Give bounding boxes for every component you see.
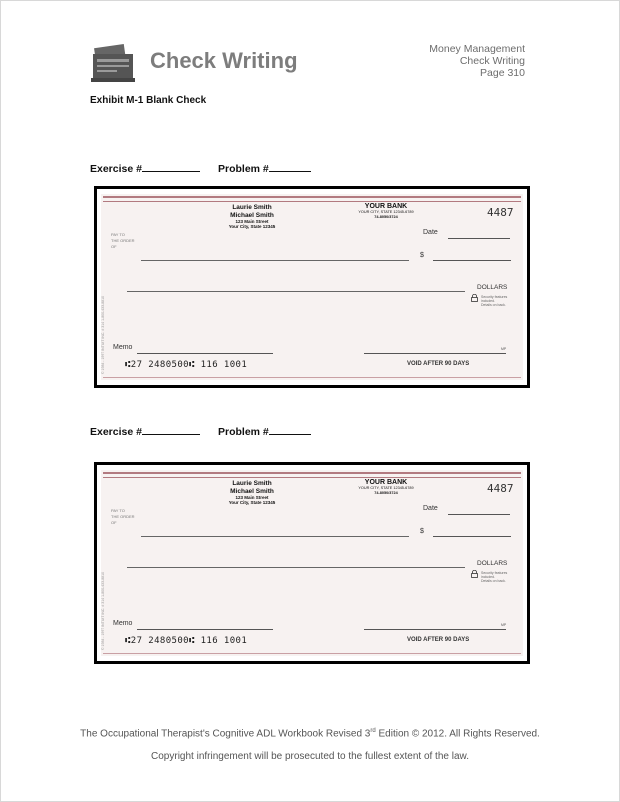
holder-city: Your City, State 12345: [228, 224, 276, 229]
dollar-sign: $: [420, 252, 424, 259]
security-line: Security features: [481, 571, 508, 575]
payee-line[interactable]: [141, 260, 409, 261]
pay-to-line: PAY TO: [111, 508, 125, 513]
exercise-row: [90, 425, 269, 438]
security-line: included.: [481, 575, 496, 579]
pay-to-label: [111, 232, 135, 250]
footer-text-a: The Occupational Therapist's Cognitive ADL Workbook Revised 3: [80, 728, 371, 740]
dollars-label: DOLLARS: [477, 284, 508, 291]
problem-label: Problem #: [218, 426, 269, 438]
side-print: © 1984 - 1997 INTUIT INC. # 314 1-800-433-8810: [101, 295, 105, 374]
amount-words-line[interactable]: [127, 567, 465, 568]
bank-name: YOUR BANK: [364, 203, 408, 210]
holder-street: 123 Main Street: [235, 495, 269, 500]
bank-city: YOUR CITY, STATE 12345-6789: [358, 486, 414, 490]
holder-name-1: Laurie Smith: [232, 480, 272, 487]
lock-icon: [471, 294, 478, 302]
bank-routing: 74-8050/3724: [374, 490, 398, 495]
security-note: [481, 571, 507, 583]
signature-line[interactable]: [364, 353, 506, 354]
header-page: Page 310: [480, 67, 525, 79]
check-band: [103, 377, 521, 378]
micr-line: ⑆27 2480500⑆ 116 1001: [125, 360, 248, 370]
pay-to-line: THE ORDER: [111, 514, 135, 519]
holder-name-2: Michael Smith: [230, 211, 274, 219]
date-label: Date: [423, 505, 438, 512]
amount-line[interactable]: [433, 260, 511, 261]
mp-mark: MP: [501, 623, 507, 627]
footer-text-b: Edition © 2012. All Rights Reserved.: [375, 728, 540, 740]
signature-line[interactable]: [364, 629, 506, 630]
holder-name-2: Michael Smith: [230, 487, 274, 495]
dollar-sign: $: [420, 528, 424, 535]
date-line[interactable]: [448, 514, 510, 515]
memo-label: Memo: [113, 344, 133, 351]
account-holder: [207, 480, 297, 505]
bank-routing: 74-8050/3724: [374, 214, 398, 219]
pay-to-line: PAY TO: [111, 232, 125, 237]
amount-line[interactable]: [433, 536, 511, 537]
security-note: [481, 295, 507, 307]
blank-check: [94, 462, 530, 664]
side-print: © 1984 - 1997 INTUIT INC. # 314 1-800-433-8810: [101, 571, 105, 650]
exhibit-label: Exhibit M-1 Blank Check: [90, 95, 207, 106]
void-notice: VOID AFTER 90 DAYS: [407, 361, 470, 367]
exercise-row: [90, 162, 269, 175]
void-notice: VOID AFTER 90 DAYS: [407, 637, 470, 643]
check-band: [103, 477, 521, 478]
bank-name: YOUR BANK: [364, 479, 408, 486]
security-line: Details on back.: [481, 303, 506, 307]
date-line[interactable]: [448, 238, 510, 239]
holder-street: 123 Main Street: [235, 219, 269, 224]
check-number: 4487: [487, 206, 514, 219]
check-band: [103, 653, 521, 654]
check-number: 4487: [487, 482, 514, 495]
payee-line[interactable]: [141, 536, 409, 537]
problem-blank[interactable]: [269, 425, 311, 435]
holder-name-1: Laurie Smith: [232, 204, 272, 211]
exercise-label: Exercise #: [90, 163, 142, 175]
bank-info: [351, 479, 421, 496]
security-line: included.: [481, 299, 496, 303]
check-face: [101, 194, 523, 380]
pay-to-line: THE ORDER: [111, 238, 135, 243]
memo-line[interactable]: [137, 353, 273, 354]
header-section: Money Management: [429, 43, 525, 55]
header-topic: Check Writing: [459, 55, 525, 67]
blank-check: [94, 186, 530, 388]
memo-label: Memo: [113, 620, 133, 627]
exercise-blank[interactable]: [142, 425, 200, 435]
footer-copyright: [0, 728, 620, 739]
date-label: Date: [423, 229, 438, 236]
security-line: Details on back.: [481, 579, 506, 583]
header-meta: [429, 43, 525, 79]
footer-superscript: rd: [370, 728, 376, 734]
check-band: [103, 201, 521, 202]
mp-mark: MP: [501, 347, 507, 351]
problem-blank[interactable]: [269, 162, 311, 172]
footer-warning: Copyright infringement will be prosecuted to the fullest extent of the law.: [151, 751, 469, 762]
dollars-label: DOLLARS: [477, 560, 508, 567]
lock-icon: [471, 570, 478, 578]
check-band: [103, 472, 521, 474]
pay-to-line: OF: [111, 520, 117, 525]
check-face: [101, 470, 523, 656]
exercise-label: Exercise #: [90, 426, 142, 438]
micr-line: ⑆27 2480500⑆ 116 1001: [125, 636, 248, 646]
bank-info: [351, 203, 421, 220]
check-band: [103, 196, 521, 198]
pay-to-line: OF: [111, 244, 117, 249]
amount-words-line[interactable]: [127, 291, 465, 292]
holder-city: Your City, State 12345: [228, 500, 276, 505]
problem-label: Problem #: [218, 163, 269, 175]
page-title: Check Writing: [150, 48, 298, 73]
exercise-blank[interactable]: [142, 162, 200, 172]
bank-city: YOUR CITY, STATE 12345-6789: [358, 210, 414, 214]
pay-to-label: [111, 508, 135, 526]
memo-line[interactable]: [137, 629, 273, 630]
security-line: Security features: [481, 295, 508, 299]
account-holder: [207, 204, 297, 229]
checkbook-logo-icon: [88, 40, 138, 84]
